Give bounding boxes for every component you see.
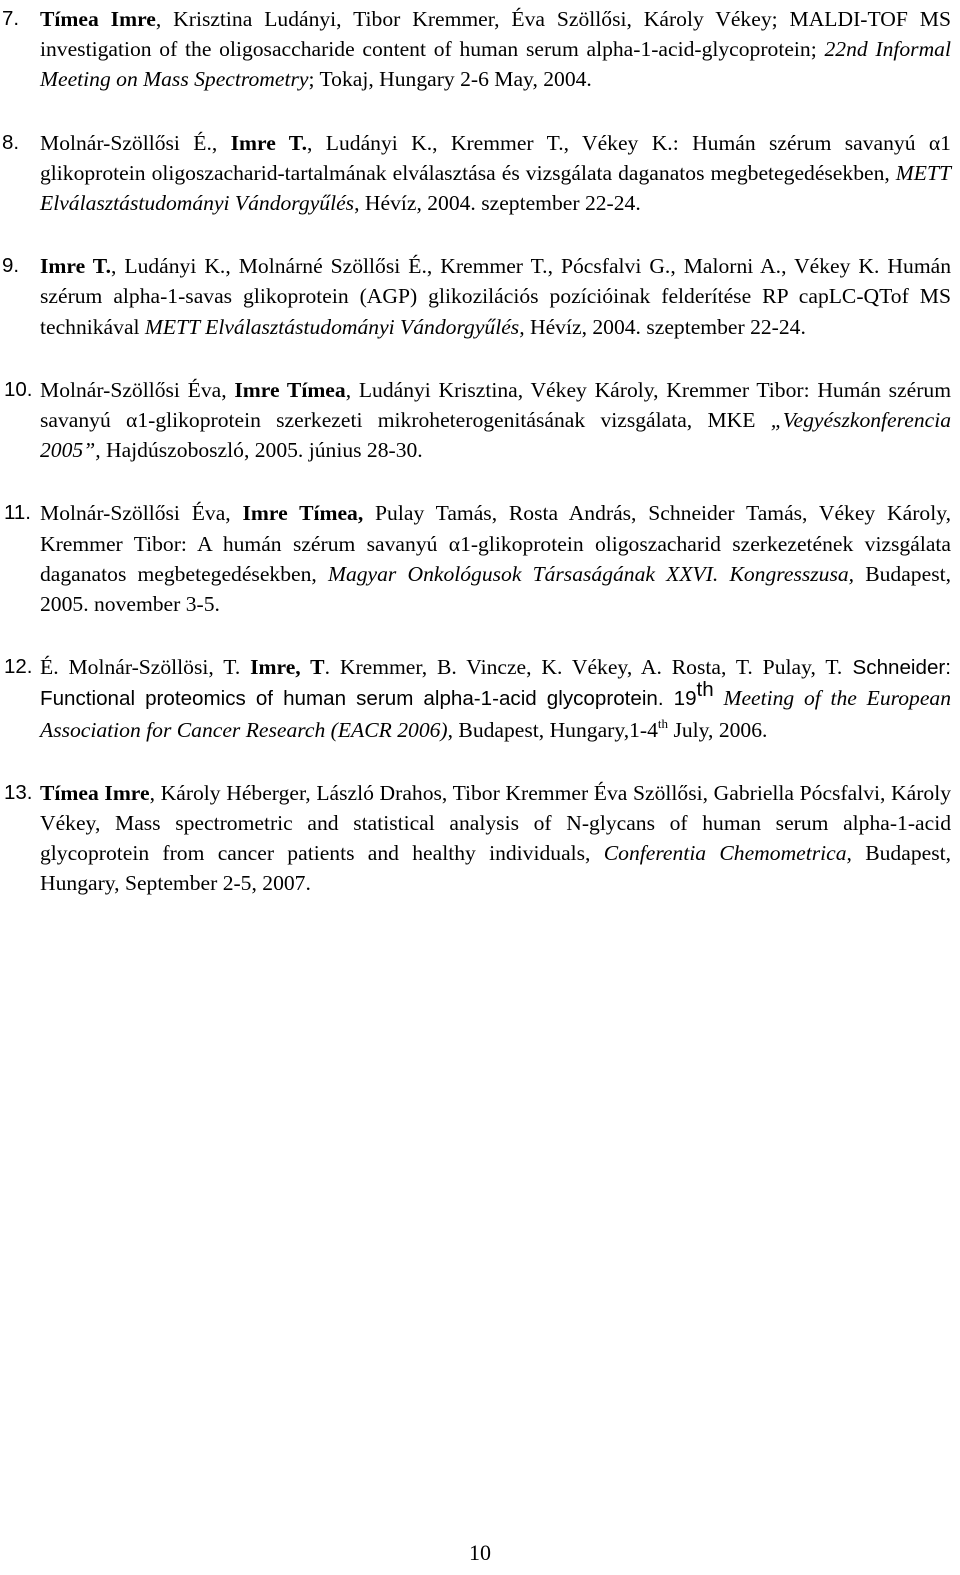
author-highlight: Tímea Imre [40,7,156,31]
ordinal-superscript: th [696,678,714,702]
reference-text: Hévíz, 2004. szeptember 22-24. [524,314,806,339]
author-highlight: Imre T. [230,130,308,155]
reference-text: Budapest, 2005. november 3-5. [40,561,951,617]
page-number: 10 [469,1540,491,1565]
reference-item-9 [0,251,960,342]
reference-text: ; Tokaj, Hungary 2-6 May, 2004. [308,67,592,92]
list-number: 9. [2,254,20,278]
reference-text: , Ludányi K., Molnárné Szöllősi É., Kremmer T., Pócsfalvi G., Malorni A., Vékey K. Humán szérum alpha-1-savas glikoprotein (AGP) glikozilációs pozícióinak felderítése RP capLC-QTof MS technikával [40,254,951,339]
venue-title: Conferentia Chemometrica [603,841,847,866]
reference-text: Hajdúszoboszló, 2005. június 28-30. [100,438,423,463]
reference-item-8 [0,128,960,219]
reference-item-12 [0,652,960,745]
author-highlight: Imre, T [250,655,325,680]
reference-text: , Ludányi Krisztina, Vékey Károly, Kremmer Tibor: Humán szérum savanyú α1-glikoprotein szerkezeti mikroheterogenitásának vizsgálata, MKE [40,377,952,433]
reference-text: , Krisztina Ludányi, Tibor Kremmer, Éva Szöllősi, Károly Vékey; MALDI-TOF MS investigation of the oligosaccharide content of human serum alpha-1-acid-glycoprotein; [40,7,951,62]
venue-title: 22nd Informal Meeting on Mass Spectrometry [40,37,951,92]
venue-title: Meeting of the European Association for Cancer Research (EACR 2006) [40,686,951,742]
reference-text: É. Molnár-Szöllösi, T. [40,655,251,680]
reference-item-13 [0,778,960,899]
reference-text: , Károly Héberger, László Drahos, Tibor Kremmer Éva Szöllősi, Gabriella Pócsfalvi, Károly Vékey, Mass spectrometric and statistical analysis of N-glycans of human serum alpha-1-acid glycoprotein from cancer patients and healthy individuals, [40,780,952,866]
reference-text: Pulay Tamás, Rosta András, Schneider Tamás, Vékey Károly, Kremmer Tibor: A humán szérum savanyú α1-glikoprotein oligoszacharid szerkezetének vizsgálata daganatos megbetegedésekben, [40,501,951,586]
reference-item-11 [0,498,960,619]
reference-text: July, 2006. [668,717,768,742]
author-highlight: Imre Tímea [234,377,346,402]
reference-text: , Budapest, Hungary,1-4 [447,717,658,742]
reference-text: Schneider: Functional proteomics of human serum alpha-1-acid glycoprotein. 19 [40,656,951,711]
reference-text: Molnár-Szöllősi Éva, [40,377,235,402]
reference-text: , Hévíz, 2004. szeptember 22-24. [354,191,641,216]
list-number: 8. [2,130,20,154]
list-number: 10. [4,377,33,401]
ordinal-superscript: th [657,715,669,731]
reference-text: Molnár-Szöllősi É., [40,130,231,155]
author-highlight: Imre T. [40,254,111,279]
reference-text: , Ludányi K., Kremmer T., Vékey K.: Humán szérum savanyú α1 glikoprotein oligoszacharid-tartalmának elválasztása és vizsgálata daganatos megbetegedésekben, [40,130,951,185]
reference-list [0,4,960,932]
venue-title: METT Elválasztástudományi Vándorgyűlés [40,160,951,216]
venue-title: Magyar Onkológusok Társaságának XXVI. Kongresszusa, [327,561,855,586]
reference-item-10 [0,375,960,466]
reference-text: Molnár-Szöllősi Éva, [40,501,243,526]
list-number: 7. [2,7,20,30]
reference-item-7 [0,4,960,95]
list-number: 13. [4,780,33,804]
venue-title: METT Elválasztástudományi Vándorgyűlés, [144,314,525,339]
author-highlight: Tímea Imre [40,780,150,805]
author-highlight: Imre Tímea, [242,501,364,526]
list-number: 11. [4,501,31,525]
reference-text: . Kremmer, B. Vincze, K. Vékey, A. Rosta, T. Pulay, T. [324,655,843,680]
venue-title: „Vegyészkonferencia 2005”, [40,408,951,463]
reference-text: , Budapest, Hungary, September 2-5, 2007. [40,841,951,896]
list-number: 12. [4,655,33,679]
